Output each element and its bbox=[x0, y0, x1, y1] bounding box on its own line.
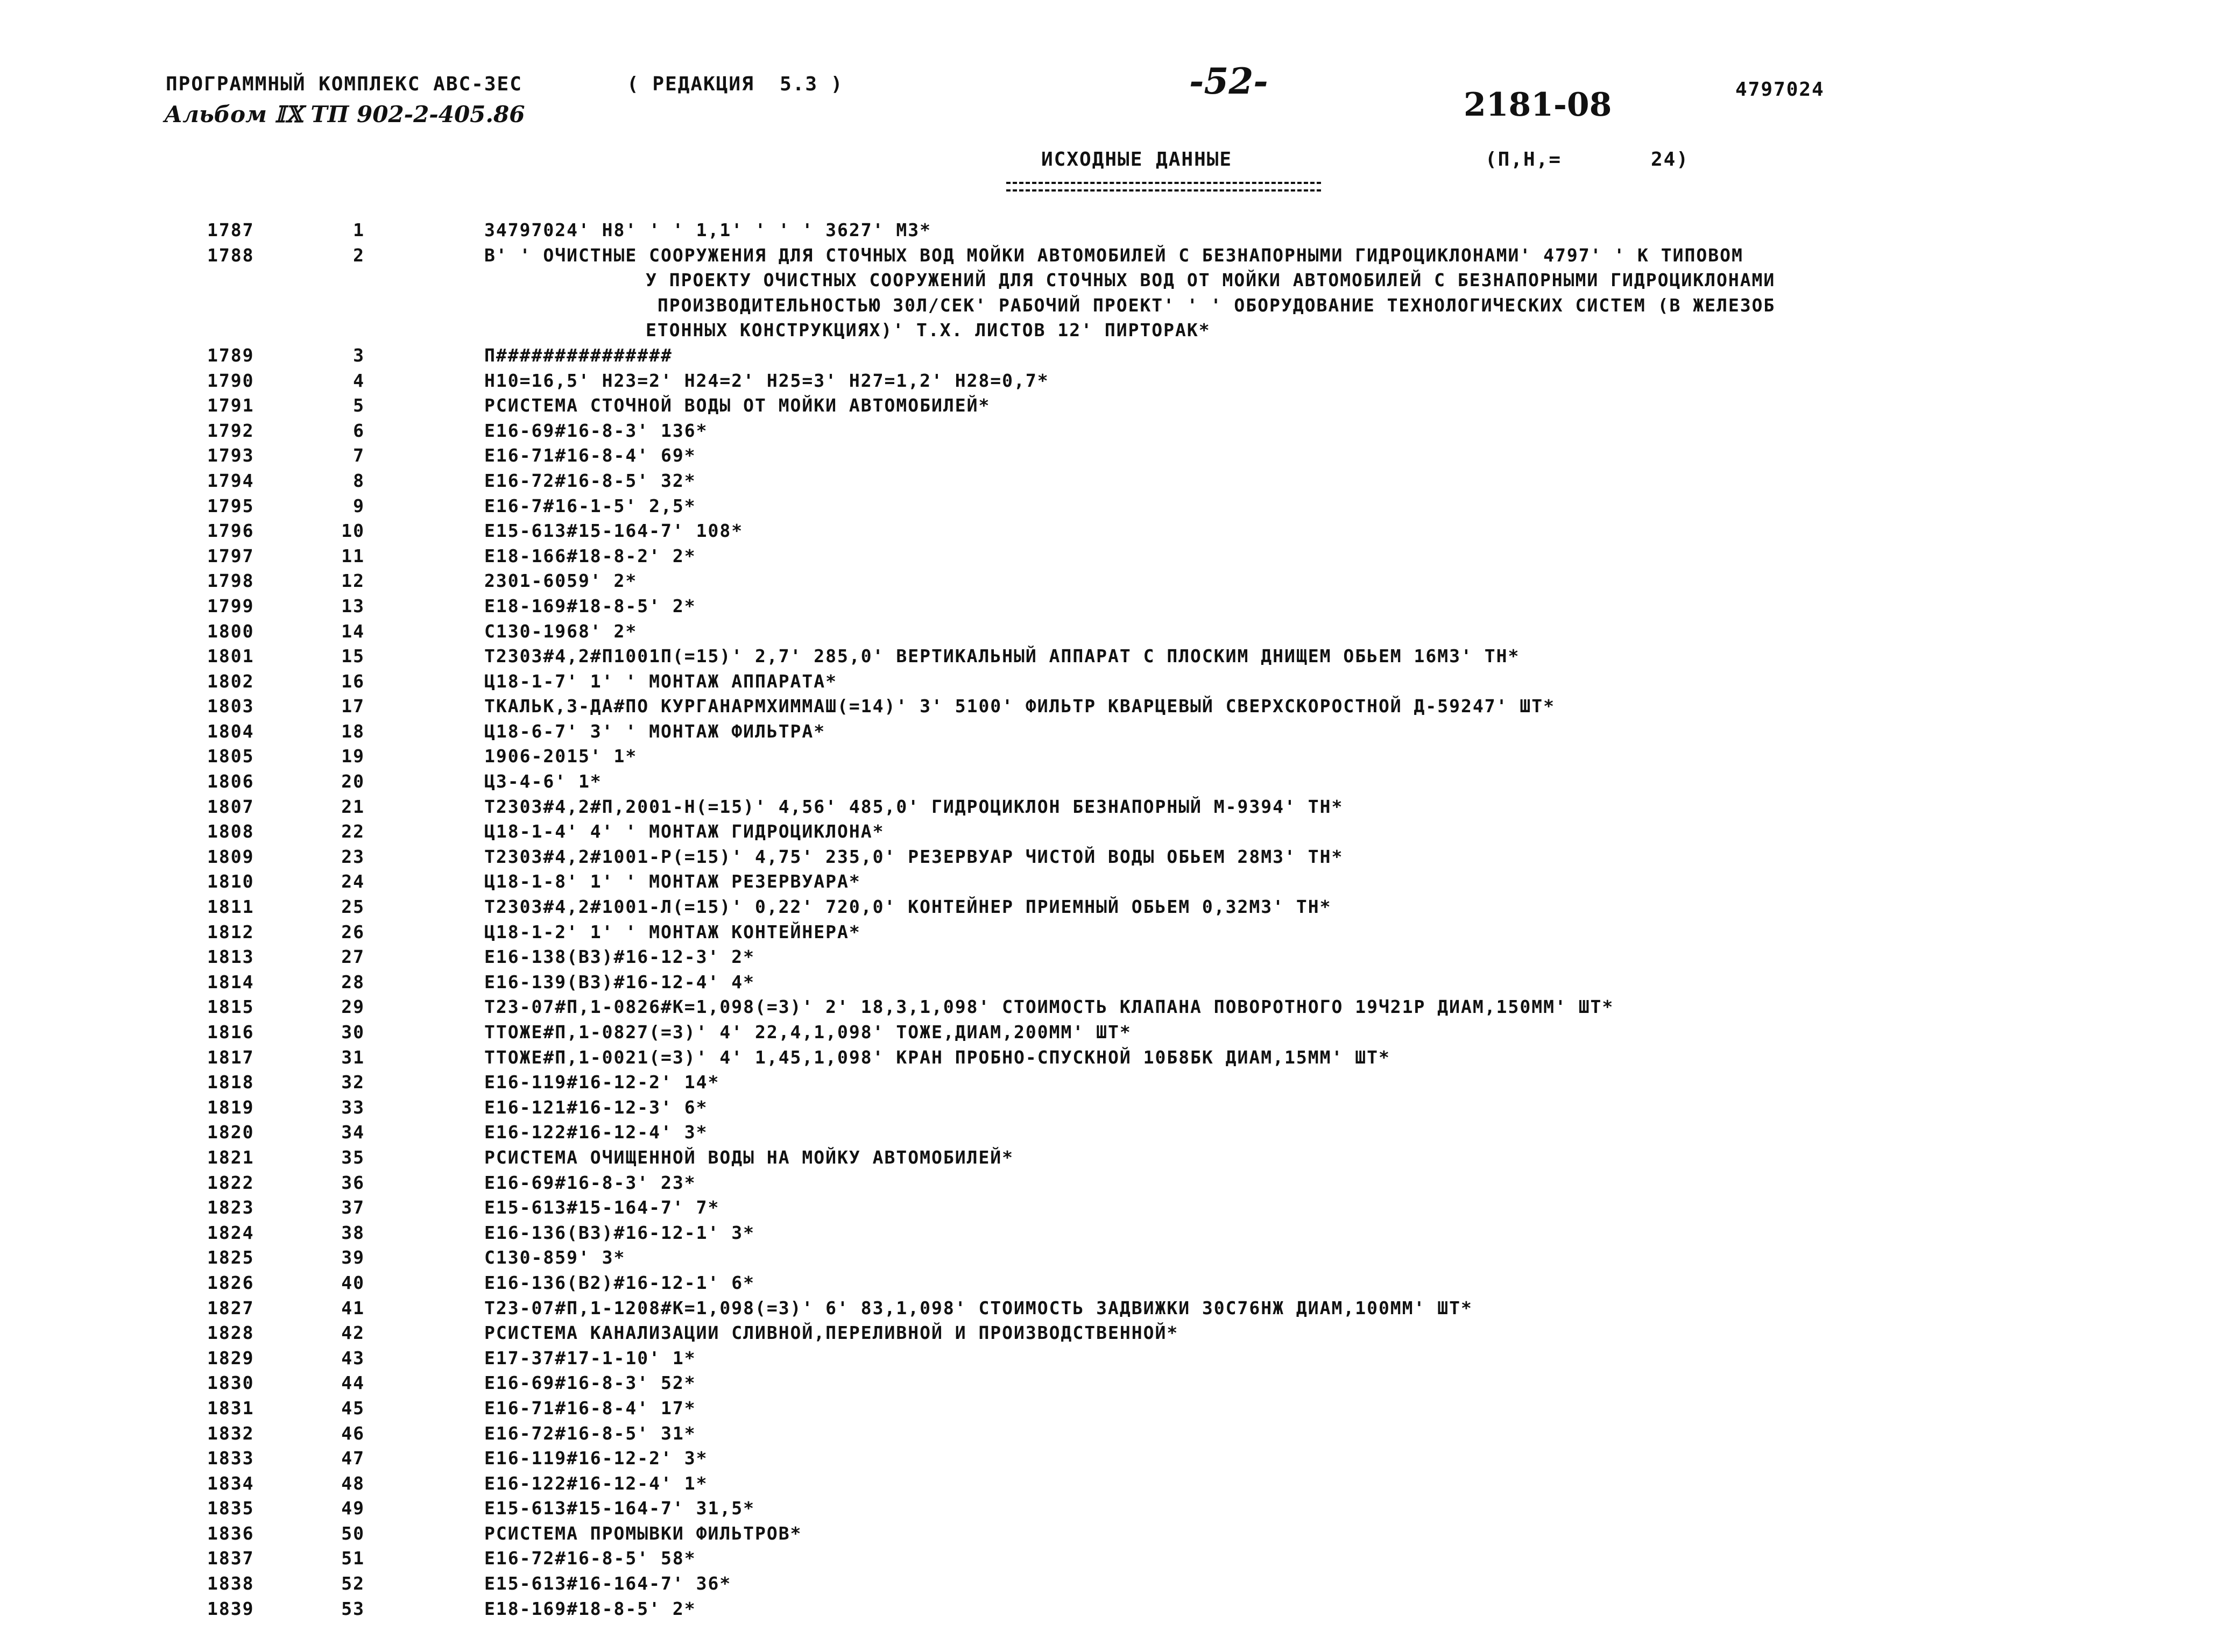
record-text: 1906-2015' 1* bbox=[484, 746, 638, 767]
record-text: Ц18-1-2' 1' ' МОНТАЖ КОНТЕЙНЕРА* bbox=[484, 921, 861, 942]
line-number: 1819 bbox=[207, 1096, 255, 1118]
revision-label: ( РЕДАКЦИЯ 5.3 ) bbox=[627, 73, 844, 95]
item-number: 46 bbox=[341, 1422, 365, 1444]
line-number: 1790 bbox=[207, 370, 255, 391]
record-text: Е16-71#16-8-4' 69* bbox=[484, 445, 696, 466]
record-text: Е16-138(В3)#16-12-3' 2* bbox=[484, 946, 755, 968]
line-number: 1800 bbox=[207, 620, 255, 642]
item-number: 33 bbox=[341, 1096, 365, 1118]
listing-row bbox=[0, 494, 2225, 519]
line-number: 1793 bbox=[207, 445, 255, 466]
record-text: ЕТОННЫХ КОНСТРУКЦИЯХ)' Т.Х. ЛИСТОВ 12' ПИРТОРАК* bbox=[646, 320, 1211, 341]
line-number: 1796 bbox=[207, 520, 255, 542]
line-number: 1832 bbox=[207, 1422, 255, 1444]
listing-row bbox=[0, 469, 2225, 494]
record-text: Т23-07#П,1-0826#К=1,098(=3)' 2' 18,3,1,098' СТОИМОСТЬ КЛАПАНА ПОВОРОТНОГО 19Ч21Р ДИАМ,150ММ' ШТ* bbox=[484, 996, 1614, 1018]
record-text: Т2303#4,2#П,2001-Н(=15)' 4,56' 485,0' ГИДРОЦИКЛОН БЕЗНАПОРНЫЙ М-9394' ТН* bbox=[484, 796, 1344, 817]
item-number: 43 bbox=[341, 1347, 365, 1369]
record-text: Е16-7#16-1-5' 2,5* bbox=[484, 495, 696, 516]
item-number: 19 bbox=[341, 746, 365, 767]
record-text: РСИСТЕМА ПРОМЫВКИ ФИЛЬТРОВ* bbox=[484, 1522, 802, 1544]
listing-row bbox=[0, 1245, 2225, 1271]
record-text: Е16-71#16-8-4' 17* bbox=[484, 1397, 696, 1419]
record-text: Е16-72#16-8-5' 31* bbox=[484, 1422, 696, 1444]
item-number: 14 bbox=[341, 620, 365, 642]
item-number: 51 bbox=[341, 1548, 365, 1569]
item-number: 13 bbox=[341, 595, 365, 616]
listing-row bbox=[0, 845, 2225, 870]
line-number: 1811 bbox=[207, 896, 255, 918]
listing-row bbox=[0, 1045, 2225, 1070]
listing-row-continuation bbox=[0, 268, 2225, 293]
line-number: 1788 bbox=[207, 244, 255, 266]
listing-row bbox=[0, 1145, 2225, 1171]
listing-row bbox=[0, 1321, 2225, 1346]
listing-row bbox=[0, 1195, 2225, 1221]
listing-row bbox=[0, 594, 2225, 619]
item-number: 42 bbox=[341, 1322, 365, 1344]
record-text: Т23-07#П,1-1208#К=1,098(=3)' 6' 83,1,098' СТОИМОСТЬ ЗАДВИЖКИ 30С76НЖ ДИАМ,100ММ' ШТ* bbox=[484, 1297, 1473, 1318]
listing-row bbox=[0, 1095, 2225, 1121]
listing-row bbox=[0, 819, 2225, 845]
item-number: 31 bbox=[341, 1046, 365, 1068]
record-text: Ц18-6-7' 3' ' МОНТАЖ ФИЛЬТРА* bbox=[484, 720, 826, 742]
listing-row bbox=[0, 419, 2225, 444]
listing-row bbox=[0, 1070, 2225, 1095]
listing-row bbox=[0, 669, 2225, 694]
line-number: 1787 bbox=[207, 219, 255, 240]
line-number: 1835 bbox=[207, 1498, 255, 1519]
record-text: Н10=16,5' Н23=2' Н24=2' Н25=3' Н27=1,2' Н28=0,7* bbox=[484, 370, 1049, 391]
item-number: 6 bbox=[353, 420, 365, 441]
line-number: 1804 bbox=[207, 720, 255, 742]
record-text: ТКАЛЬК,3-ДА#ПО КУРГАНАРМХИММАШ(=14)' 3' 5100' ФИЛЬТР КВАРЦЕВЫЙ СВЕРХСКОРОСТНОЙ Д-59247' ШТ* bbox=[484, 696, 1555, 717]
listing-row bbox=[0, 1446, 2225, 1471]
item-number: 25 bbox=[341, 896, 365, 918]
listing-row bbox=[0, 619, 2225, 644]
listing-row bbox=[0, 1396, 2225, 1421]
record-text: Е16-119#16-12-2' 14* bbox=[484, 1072, 720, 1093]
listing-row bbox=[0, 1296, 2225, 1321]
item-number: 48 bbox=[341, 1472, 365, 1494]
listing-row bbox=[0, 1371, 2225, 1396]
line-number: 1789 bbox=[207, 344, 255, 366]
listing-row bbox=[0, 218, 2225, 243]
listing-row bbox=[0, 920, 2225, 945]
record-text: Т2303#4,2#1001-Р(=15)' 4,75' 235,0' РЕЗЕРВУАР ЧИСТОЙ ВОДЫ ОБЬЕМ 28М3' ТН* bbox=[484, 846, 1344, 867]
item-number: 5 bbox=[353, 395, 365, 416]
line-number: 1801 bbox=[207, 646, 255, 667]
listing-row bbox=[0, 368, 2225, 394]
item-number: 20 bbox=[341, 771, 365, 792]
listing-row bbox=[0, 1597, 2225, 1622]
line-number: 1807 bbox=[207, 796, 255, 817]
item-number: 12 bbox=[341, 570, 365, 592]
record-text: Ц18-1-8' 1' ' МОНТАЖ РЕЗЕРВУАРА* bbox=[484, 871, 861, 892]
record-text: Е15-613#15-164-7' 7* bbox=[484, 1197, 720, 1218]
listing-row bbox=[0, 1271, 2225, 1296]
item-number: 22 bbox=[341, 821, 365, 842]
item-number: 18 bbox=[341, 720, 365, 742]
item-number: 53 bbox=[341, 1598, 365, 1619]
record-text: Е15-613#15-164-7' 108* bbox=[484, 520, 744, 542]
record-text: Е15-613#15-164-7' 31,5* bbox=[484, 1498, 755, 1519]
listing-row bbox=[0, 694, 2225, 719]
line-number: 1813 bbox=[207, 946, 255, 968]
line-number: 1820 bbox=[207, 1122, 255, 1143]
record-text: Е18-169#18-8-5' 2* bbox=[484, 1598, 696, 1619]
page-number: -52- bbox=[1189, 60, 1268, 102]
record-text: Т2303#4,2#1001-Л(=15)' 0,22' 720,0' КОНТЕЙНЕР ПРИЕМНЫЙ ОБЬЕМ 0,32М3' ТН* bbox=[484, 896, 1332, 918]
item-number: 26 bbox=[341, 921, 365, 942]
line-number: 1818 bbox=[207, 1072, 255, 1093]
listing-row bbox=[0, 393, 2225, 419]
listing-row bbox=[0, 1171, 2225, 1196]
line-number: 1808 bbox=[207, 821, 255, 842]
record-text: Е16-72#16-8-5' 58* bbox=[484, 1548, 696, 1569]
line-number: 1791 bbox=[207, 395, 255, 416]
item-number: 3 bbox=[353, 344, 365, 366]
item-number: 45 bbox=[341, 1397, 365, 1419]
record-text: С130-1968' 2* bbox=[484, 620, 638, 642]
record-text: Ц18-1-7' 1' ' МОНТАЖ АППАРАТА* bbox=[484, 670, 838, 692]
item-number: 11 bbox=[341, 545, 365, 566]
record-text: Е18-166#18-8-2' 2* bbox=[484, 545, 696, 566]
line-number: 1817 bbox=[207, 1046, 255, 1068]
listing-row bbox=[0, 544, 2225, 569]
record-text: Е16-139(В3)#16-12-4' 4* bbox=[484, 971, 755, 992]
line-number: 1830 bbox=[207, 1372, 255, 1394]
record-text: Ц3-4-6' 1* bbox=[484, 771, 602, 792]
item-number: 39 bbox=[341, 1247, 365, 1268]
line-number: 1797 bbox=[207, 545, 255, 566]
line-number: 1829 bbox=[207, 1347, 255, 1369]
listing-row bbox=[0, 1346, 2225, 1371]
item-number: 50 bbox=[341, 1522, 365, 1544]
item-number: 40 bbox=[341, 1272, 365, 1293]
listing-row bbox=[0, 443, 2225, 469]
listing-row bbox=[0, 769, 2225, 795]
line-number: 1802 bbox=[207, 670, 255, 692]
item-number: 2 bbox=[353, 244, 365, 266]
item-number: 16 bbox=[341, 670, 365, 692]
line-number: 1815 bbox=[207, 996, 255, 1018]
record-text: Ц18-1-4' 4' ' МОНТАЖ ГИДРОЦИКЛОНА* bbox=[484, 821, 885, 842]
record-text: Е16-69#16-8-3' 136* bbox=[484, 420, 708, 441]
line-number: 1825 bbox=[207, 1247, 255, 1268]
item-number: 47 bbox=[341, 1448, 365, 1469]
line-number: 1805 bbox=[207, 746, 255, 767]
record-text: П############### bbox=[484, 344, 673, 366]
item-number: 38 bbox=[341, 1222, 365, 1243]
section-param: (П,Н,= bbox=[1485, 148, 1562, 171]
record-text: Е18-169#18-8-5' 2* bbox=[484, 595, 696, 616]
item-number: 30 bbox=[341, 1022, 365, 1043]
item-number: 29 bbox=[341, 996, 365, 1018]
listing-row bbox=[0, 995, 2225, 1020]
record-text: РСИСТЕМА СТОЧНОЙ ВОДЫ ОТ МОЙКИ АВТОМОБИЛЕЙ* bbox=[484, 395, 991, 416]
listing-row bbox=[0, 1221, 2225, 1246]
record-text: У ПРОЕКТУ ОЧИСТНЫХ СООРУЖЕНИЙ ДЛЯ СТОЧНЫХ ВОД ОТ МОЙКИ АВТОМОБИЛЕЙ С БЕЗНАПОРНЫМИ ГИДРОЦИКЛОНАМИ bbox=[646, 270, 1776, 291]
record-text: Е16-122#16-12-4' 3* bbox=[484, 1122, 708, 1143]
item-number: 44 bbox=[341, 1372, 365, 1394]
record-text: Е16-136(В3)#16-12-1' 3* bbox=[484, 1222, 755, 1243]
listing-row bbox=[0, 1571, 2225, 1597]
item-number: 10 bbox=[341, 520, 365, 542]
listing-row bbox=[0, 1521, 2225, 1547]
listing-row bbox=[0, 343, 2225, 368]
record-text: Е17-37#17-1-10' 1* bbox=[484, 1347, 696, 1369]
record-text: РСИСТЕМА ОЧИЩЕННОЙ ВОДЫ НА МОЙКУ АВТОМОБИЛЕЙ* bbox=[484, 1146, 1014, 1168]
listing-row bbox=[0, 1496, 2225, 1521]
line-number: 1833 bbox=[207, 1448, 255, 1469]
item-number: 23 bbox=[341, 846, 365, 867]
record-text: ПРОИЗВОДИТЕЛЬНОСТЬЮ 30Л/СЕК' РАБОЧИЙ ПРОЕКТ' ' ' ОБОРУДОВАНИЕ ТЕХНОЛОГИЧЕСКИХ СИСТЕМ (В ЖЕЛЕЗОБ bbox=[646, 294, 1776, 316]
listing-row bbox=[0, 970, 2225, 995]
record-text: Е16-69#16-8-3' 23* bbox=[484, 1172, 696, 1193]
line-number: 1821 bbox=[207, 1146, 255, 1168]
listing-row bbox=[0, 795, 2225, 820]
line-number: 1831 bbox=[207, 1397, 255, 1419]
item-number: 9 bbox=[353, 495, 365, 516]
listing-row bbox=[0, 569, 2225, 594]
record-text: С130-859' 3* bbox=[484, 1247, 626, 1268]
album-reference: Альбом 𝕀𝕏 ТП 902-2-405.86 bbox=[164, 101, 525, 127]
line-number: 1822 bbox=[207, 1172, 255, 1193]
item-number: 35 bbox=[341, 1146, 365, 1168]
item-number: 36 bbox=[341, 1172, 365, 1193]
line-number: 1795 bbox=[207, 495, 255, 516]
item-number: 41 bbox=[341, 1297, 365, 1318]
item-number: 34 bbox=[341, 1122, 365, 1143]
item-number: 52 bbox=[341, 1573, 365, 1594]
line-number: 1814 bbox=[207, 971, 255, 992]
listing-row-continuation bbox=[0, 318, 2225, 343]
line-number: 1828 bbox=[207, 1322, 255, 1344]
item-number: 24 bbox=[341, 871, 365, 892]
item-number: 49 bbox=[341, 1498, 365, 1519]
section-title: ИСХОДНЫЕ ДАННЫЕ bbox=[1041, 148, 1233, 171]
record-text: ТТОЖЕ#П,1-0021(=3)' 4' 1,45,1,098' КРАН ПРОБНО-СПУСКНОЙ 10Б8БК ДИАМ,15ММ' ШТ* bbox=[484, 1046, 1390, 1068]
line-number: 1806 bbox=[207, 771, 255, 792]
line-number: 1799 bbox=[207, 595, 255, 616]
listing-row bbox=[0, 1421, 2225, 1447]
item-number: 28 bbox=[341, 971, 365, 992]
item-number: 15 bbox=[341, 646, 365, 667]
line-number: 1837 bbox=[207, 1548, 255, 1569]
line-number: 1803 bbox=[207, 696, 255, 717]
document-number: 4797024 bbox=[1735, 79, 1825, 101]
record-text: 34797024' Н8' ' ' 1,1' ' ' ' 3627' М3* bbox=[484, 219, 931, 240]
record-text: Е16-136(В2)#16-12-1' 6* bbox=[484, 1272, 755, 1293]
record-text: Т2303#4,2#П1001П(=15)' 2,7' 285,0' ВЕРТИКАЛЬНЫЙ АППАРАТ С ПЛОСКИМ ДНИЩЕМ ОБЬЕМ 16М3' ТН* bbox=[484, 646, 1520, 667]
line-number: 1794 bbox=[207, 470, 255, 491]
line-number: 1824 bbox=[207, 1222, 255, 1243]
listing-row bbox=[0, 1546, 2225, 1571]
line-number: 1810 bbox=[207, 871, 255, 892]
record-text: Е15-613#16-164-7' 36* bbox=[484, 1573, 732, 1594]
line-number: 1812 bbox=[207, 921, 255, 942]
listing-row bbox=[0, 719, 2225, 745]
listing bbox=[0, 218, 2225, 1621]
item-number: 21 bbox=[341, 796, 365, 817]
item-number: 37 bbox=[341, 1197, 365, 1218]
listing-row bbox=[0, 243, 2225, 268]
handwritten-code: 2181-08 bbox=[1464, 86, 1612, 124]
title-underline bbox=[1006, 182, 1321, 192]
line-number: 1816 bbox=[207, 1022, 255, 1043]
record-text: Е16-69#16-8-3' 52* bbox=[484, 1372, 696, 1394]
record-text: 2301-6059' 2* bbox=[484, 570, 638, 592]
listing-row bbox=[0, 1120, 2225, 1145]
listing-row-continuation bbox=[0, 293, 2225, 318]
record-text: В' ' ОЧИСТНЫЕ СООРУЖЕНИЯ ДЛЯ СТОЧНЫХ ВОД МОЙКИ АВТОМОБИЛЕЙ С БЕЗНАПОРНЫМИ ГИДРОЦИКЛОНАМИ' 4797' ' К ТИПОВОМ bbox=[484, 244, 1743, 266]
line-number: 1792 bbox=[207, 420, 255, 441]
listing-row bbox=[0, 519, 2225, 544]
record-text: Е16-122#16-12-4' 1* bbox=[484, 1472, 708, 1494]
line-number: 1809 bbox=[207, 846, 255, 867]
record-text: Е16-72#16-8-5' 32* bbox=[484, 470, 696, 491]
program-title: ПРОГРАММНЫЙ КОМПЛЕКС АВС-3ЕС bbox=[166, 73, 522, 95]
item-number: 17 bbox=[341, 696, 365, 717]
line-number: 1834 bbox=[207, 1472, 255, 1494]
item-number: 27 bbox=[341, 946, 365, 968]
listing-row bbox=[0, 869, 2225, 895]
line-number: 1836 bbox=[207, 1522, 255, 1544]
listing-row bbox=[0, 945, 2225, 970]
record-text: Е16-119#16-12-2' 3* bbox=[484, 1448, 708, 1469]
line-number: 1798 bbox=[207, 570, 255, 592]
line-number: 1827 bbox=[207, 1297, 255, 1318]
record-text: ТТОЖЕ#П,1-0827(=3)' 4' 22,4,1,098' ТОЖЕ,ДИАМ,200ММ' ШТ* bbox=[484, 1022, 1132, 1043]
item-number: 7 bbox=[353, 445, 365, 466]
line-number: 1823 bbox=[207, 1197, 255, 1218]
item-number: 1 bbox=[353, 219, 365, 240]
listing-row bbox=[0, 644, 2225, 669]
item-number: 4 bbox=[353, 370, 365, 391]
line-number: 1838 bbox=[207, 1573, 255, 1594]
line-number: 1839 bbox=[207, 1598, 255, 1619]
listing-row bbox=[0, 744, 2225, 769]
section-value: 24) bbox=[1651, 148, 1690, 171]
listing-row bbox=[0, 1471, 2225, 1497]
record-text: Е16-121#16-12-3' 6* bbox=[484, 1096, 708, 1118]
record-text: РСИСТЕМА КАНАЛИЗАЦИИ СЛИВНОЙ,ПЕРЕЛИВНОЙ И ПРОИЗВОДСТВЕННОЙ* bbox=[484, 1322, 1179, 1344]
listing-row bbox=[0, 1020, 2225, 1045]
line-number: 1826 bbox=[207, 1272, 255, 1293]
item-number: 8 bbox=[353, 470, 365, 491]
item-number: 32 bbox=[341, 1072, 365, 1093]
listing-row bbox=[0, 895, 2225, 920]
